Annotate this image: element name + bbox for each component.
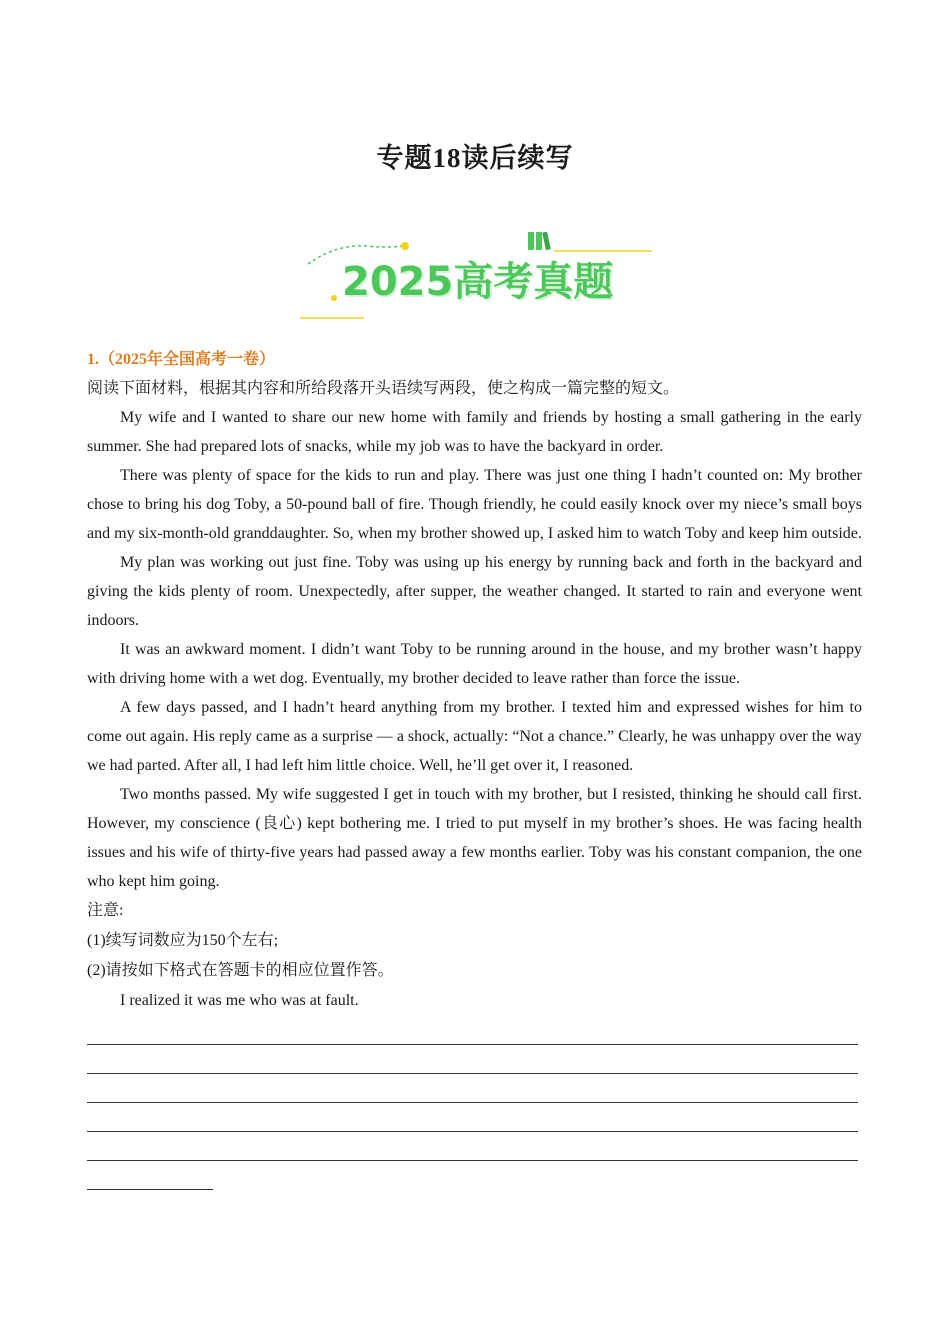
story-paragraph-2: There was plenty of space for the kids to run and play. There was just one thing I hadn’t counted on: My brother chose to bring his dog Toby, a 50-pound ball of fire. Though friendly, he could easily knock over my niece’s small boys and my six-month-old granddaughter. So, when my brother showed up, I asked him to watch Toby and keep him outside.	[87, 467, 862, 542]
section-banner	[296, 226, 656, 322]
answer-line[interactable]	[87, 1074, 858, 1103]
instruction-text: 阅读下面材料，根据其内容和所给段落开头语续写两段，使之构成一篇完整的短文。	[87, 380, 680, 397]
story-paragraph-6: Two months passed. My wife suggested I get in touch with my brother, but I resisted, thinking he should call first. However, my conscience (良心) kept bothering me. I tried to put myself in my brother’s shoes. He was facing health issues and his wife of thirty-five years had passed away a few months earlier. Toby was his constant companion, the one who kept him going.	[87, 786, 862, 890]
page-title: 专题18读后续写	[376, 143, 574, 173]
answer-line[interactable]	[87, 1103, 858, 1132]
question-block	[87, 345, 862, 1190]
answer-line[interactable]	[87, 1132, 858, 1161]
answer-line[interactable]	[87, 1016, 858, 1045]
story-paragraph-4: It was an awkward moment. I didn’t want Toby to be running around in the house, and my brother wasn’t happy with driving home with a wet dog. Eventually, my brother decided to leave rather than force the issue.	[87, 641, 862, 687]
answer-area[interactable]	[87, 1016, 862, 1190]
answer-line[interactable]	[87, 1045, 858, 1074]
banner-title: 2025高考真题	[342, 259, 614, 305]
story-paragraph-1: My wife and I wanted to share our new home with family and friends by hosting a small gathering in the early summer. She had prepared lots of snacks, while my job was to have the backyard in order.	[87, 409, 862, 455]
opening-sentence: I realized it was me who was at fault.	[120, 992, 359, 1009]
books-icon	[528, 232, 551, 251]
note-item-2: (2)请按如下格式在答题卡的相应位置作答。	[87, 962, 394, 979]
notes-heading: 注意:	[87, 902, 124, 919]
story-paragraph-5: A few days passed, and I hadn’t heard anything from my brother. I texted him and expressed wishes for him to come out again. His reply came as a surprise — a shock, actually: “Not a chance.” Clearly, he was unhappy over the way we had parted. After all, I had left him little choice. Well, he’ll get over it, I reasoned.	[87, 699, 862, 774]
story-paragraph-3: My plan was working out just fine. Toby was using up his energy by running back and forth in the backyard and giving the kids plenty of room. Unexpectedly, after supper, the weather changed. It started to rain and everyone went indoors.	[87, 554, 862, 629]
note-item-1: (1)续写词数应为150个左右;	[87, 932, 279, 949]
answer-line-end[interactable]	[87, 1161, 213, 1190]
question-number: 1.（2025年全国高考一卷）	[87, 351, 276, 368]
